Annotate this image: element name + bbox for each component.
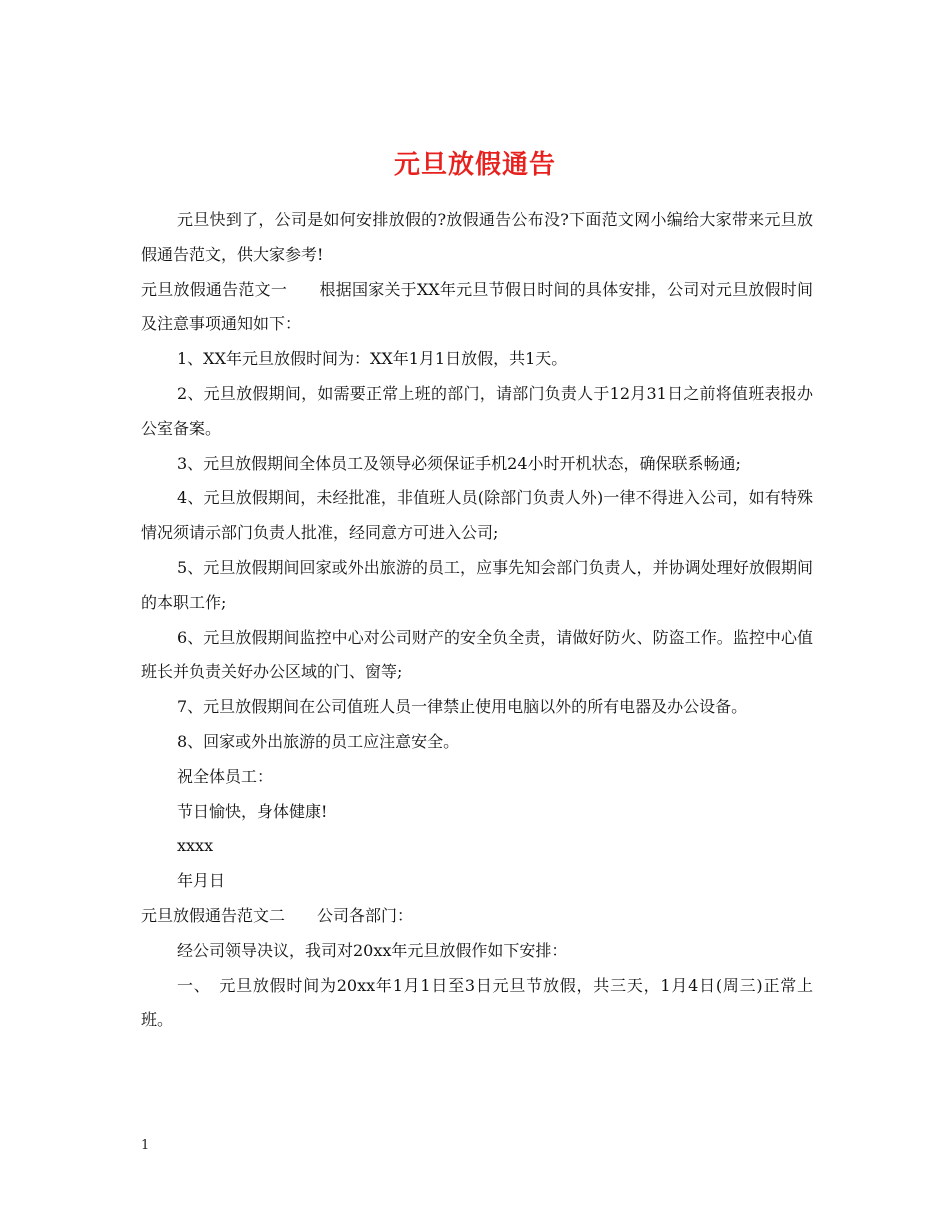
notice-item-8: 8、回家或外出旅游的员工应注意安全。 [177,731,460,751]
notice-item-3: 3、元旦放假期间全体员工及领导必须保证手机24小时开机状态，确保联系畅通; [177,453,741,473]
document-body [141,203,813,1038]
date-placeholder: 年月日 [177,871,226,891]
notice-item-2: 2、元旦放假期间，如需要正常上班的部门，请部门负责人于12月31日之前将值班表报办公室备案。 [141,383,813,438]
notice-item-7: 7、元旦放假期间在公司值班人员一律禁止使用电脑以外的所有电器及办公设备。 [177,697,748,717]
intro-paragraph: 元旦快到了，公司是如何安排放假的?放假通告公布没?下面范文网小编给大家带来元旦放假通告范文，供大家参考! [141,210,813,264]
arrangement-item-1: 一、 元旦放假时间为20xx年1月1日至3日元旦节放假，共三天，1月4日(周三)正常上班。 [141,975,813,1030]
page-number: 1 [141,1138,150,1153]
wishes-line: 节日愉快，身体健康! [177,801,328,821]
notice-item-5: 5、元旦放假期间回家或外出旅游的员工，应事先知会部门负责人，并协调处理好放假期间的本职工作; [141,557,813,612]
signature-placeholder: xxxx [177,836,214,856]
notice-item-1: 1、XX年元旦放假时间为：XX年1月1日放假，共1天。 [177,349,568,369]
sample-two-heading-paragraph: 元旦放假通告范文二 公司各部门： [141,905,414,925]
document-title: 元旦放假通告 [393,150,556,181]
sample-one-heading-paragraph: 元旦放假通告范文一 根据国家关于XX年元旦节假日时间的具体安排，公司对元旦放假时间及注意事项通知如下： [141,279,813,334]
greeting-line: 祝全体员工： [177,766,274,786]
notice-item-4: 4、元旦放假期间，未经批准，非值班人员(除部门负责人外)一律不得进入公司，如有特殊情况须请示部门负责人批准，经同意方可进入公司; [141,488,813,543]
decision-paragraph: 经公司领导决议，我司对20xx年元旦放假作如下安排： [177,940,568,960]
notice-item-6: 6、元旦放假期间监控中心对公司财产的安全负全责，请做好防火、防盗工作。监控中心值班长并负责关好办公区域的门、窗等; [141,627,813,682]
